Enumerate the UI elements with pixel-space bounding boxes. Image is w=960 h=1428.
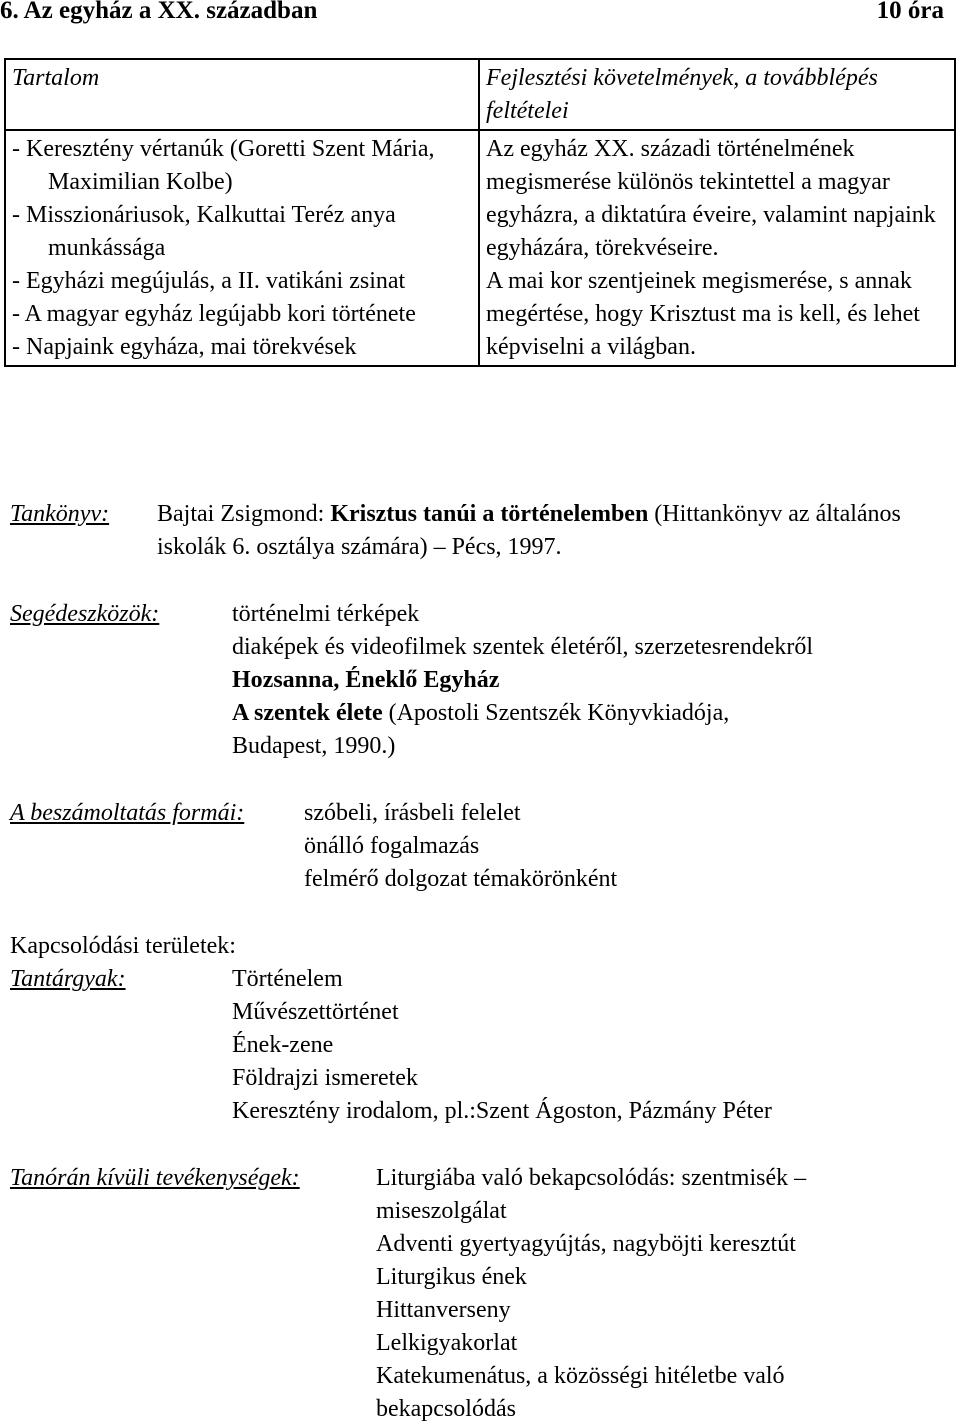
connections-section bbox=[10, 930, 950, 1135]
requirements-paragraph: Az egyház XX. századi történelmének megismerése különös tekintettel a magyar egyházra, a diktatúra éveire, valamint napjaink egyházára, törekvéseire. bbox=[486, 136, 936, 261]
content-cell bbox=[5, 130, 479, 366]
tools-label: Segédeszközök: bbox=[10, 601, 160, 627]
content-item: - Misszionáriusok, Kalkuttai Teréz anya munkássága bbox=[12, 202, 396, 261]
requirements-header: Fejlesztési követelmények, a továbblépés feltételei bbox=[479, 59, 955, 130]
textbook-dash: – bbox=[433, 534, 446, 560]
requirements-paragraph: A mai kor szentjeinek megismerése, s annak megértése, hogy Krisztust ma is kell, és lehet képviselni a világban. bbox=[486, 268, 920, 360]
activities-section bbox=[10, 1162, 950, 1428]
subject-item: Keresztény irodalom, pl.:Szent Ágoston, Pázmány Péter bbox=[232, 1098, 772, 1124]
assessment-item: szóbeli, írásbeli felelet bbox=[304, 800, 521, 826]
subjects-list bbox=[232, 963, 772, 1128]
activities-label: Tanórán kívüli tevékenységek: bbox=[10, 1165, 300, 1191]
tools-item-rest: (Apostoli Szentszék Könyvkiadója, bbox=[382, 700, 730, 726]
textbook-place: Pécs, 1997. bbox=[445, 534, 562, 560]
textbook-author: Bajtai Zsigmond: bbox=[157, 501, 331, 527]
tools-item: Hozsanna, Éneklő Egyház bbox=[232, 667, 500, 693]
content-table bbox=[4, 58, 956, 367]
activity-item: Hittanverseny bbox=[376, 1297, 511, 1323]
activity-item: Adventi gyertyagyújtás, nagyböjti keresztút bbox=[376, 1231, 796, 1257]
connections-label: Kapcsolódási területek: bbox=[10, 933, 236, 959]
tools-section bbox=[10, 598, 950, 768]
textbook-title: Krisztus tanúi a történelemben bbox=[330, 501, 649, 527]
activity-item: Katekumenátus, a közösségi hitéletbe való bekapcsolódás bbox=[376, 1363, 785, 1422]
subjects-label: Tantárgyak: bbox=[10, 966, 126, 992]
activity-item: Liturgikus ének bbox=[376, 1264, 527, 1290]
assessment-section bbox=[10, 797, 950, 901]
tools-item-bold: A szentek élete bbox=[232, 700, 383, 726]
requirements-cell bbox=[479, 130, 955, 366]
tools-item bbox=[232, 697, 813, 730]
tools-item: diaképek és videofilmek szentek életéről, szerzetesrendekről bbox=[232, 634, 814, 660]
subject-item: Földrajzi ismeretek bbox=[232, 1065, 418, 1091]
section-title: 6. Az egyház a XX. században bbox=[0, 0, 318, 24]
assessment-item: önálló fogalmazás bbox=[304, 833, 480, 859]
textbook-details: (Hittankönyv az általános iskolák 6. osztálya számára) bbox=[157, 501, 901, 560]
activity-item: Lelkigyakorlat bbox=[376, 1330, 518, 1356]
textbook-section bbox=[10, 498, 950, 568]
content-item: - A magyar egyház legújabb kori története bbox=[12, 301, 416, 327]
hours-label: 10 óra bbox=[876, 0, 944, 24]
assessment-item: felmérő dolgozat témakörönként bbox=[304, 866, 618, 892]
activity-item: Liturgiába való bekapcsolódás: szentmisék – miseszolgálat bbox=[376, 1165, 807, 1224]
textbook-label: Tankönyv: bbox=[10, 501, 110, 527]
subject-item: Művészettörténet bbox=[232, 999, 399, 1025]
textbook-text bbox=[157, 498, 957, 564]
tools-list bbox=[232, 598, 813, 763]
subject-item: Történelem bbox=[232, 966, 343, 992]
activities-list bbox=[376, 1162, 916, 1426]
page-title bbox=[0, 0, 944, 27]
assessment-list bbox=[304, 797, 617, 896]
content-item: - Egyházi megújulás, a II. vatikáni zsinat bbox=[12, 268, 406, 294]
assessment-label: A beszámoltatás formái: bbox=[10, 800, 245, 826]
tools-item: történelmi térképek bbox=[232, 601, 420, 627]
content-header: Tartalom bbox=[5, 59, 479, 130]
content-item: - Keresztény vértanúk (Goretti Szent Mária, Maximilian Kolbe) bbox=[12, 136, 435, 195]
subject-item: Ének-zene bbox=[232, 1032, 334, 1058]
tools-item: Budapest, 1990.) bbox=[232, 733, 396, 759]
content-item: - Napjaink egyháza, mai törekvések bbox=[12, 334, 357, 360]
